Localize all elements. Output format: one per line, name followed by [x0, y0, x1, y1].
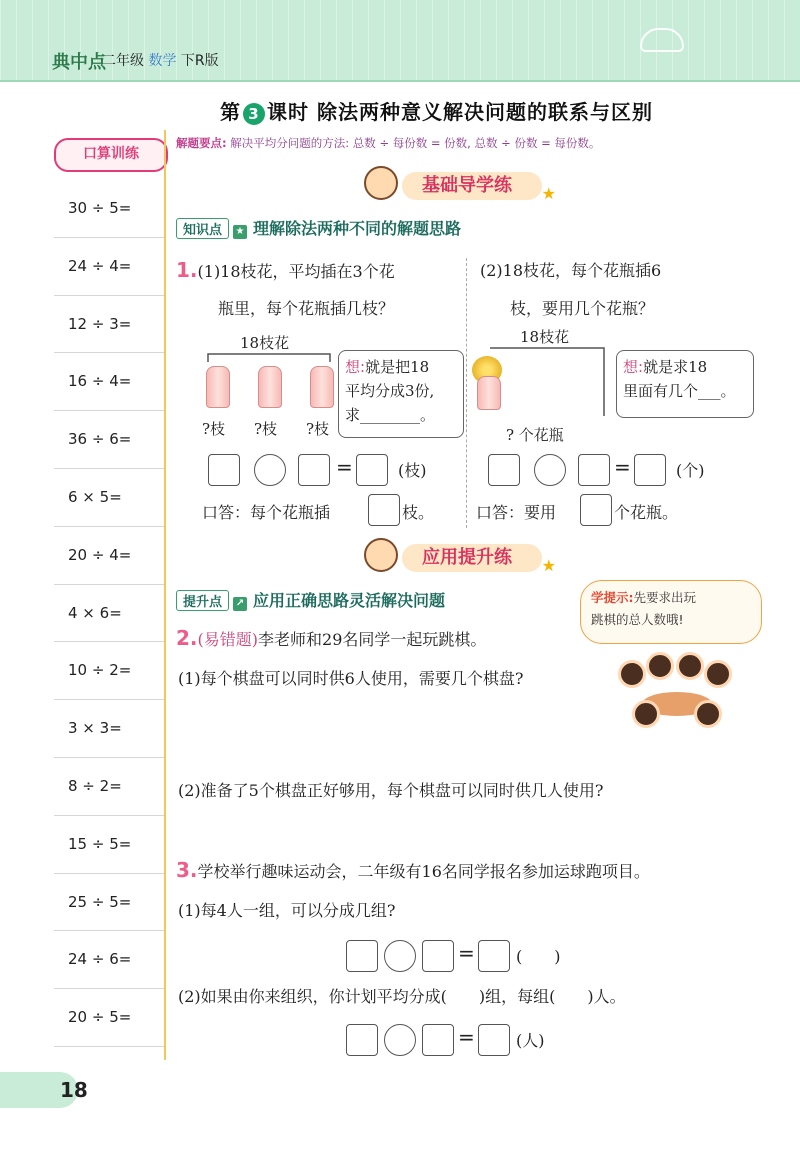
title-prefix: 第: [220, 100, 241, 124]
q2-error-prone-tag: (易错题): [197, 630, 259, 649]
lesson-number-badge: 3: [243, 103, 265, 125]
child-head: [646, 652, 674, 680]
knowledge-text: 理解除法两种不同的解题思路: [253, 219, 462, 238]
child-head: [694, 700, 722, 728]
hint-label: 学提示:: [591, 590, 634, 605]
oral-calc-item: 8 ÷ 2=: [54, 758, 164, 816]
improvement-text: 应用正确思路灵活解决问题: [253, 591, 446, 610]
q3-number: 3.: [176, 858, 198, 882]
solving-keypoint: [176, 135, 600, 151]
column-divider: [466, 258, 467, 528]
unit-label: (个): [676, 461, 705, 480]
oral-calc-item: 20 ÷ 4=: [54, 527, 164, 585]
section-basic: [402, 172, 556, 203]
oral-calc-item: 24 ÷ 4=: [54, 238, 164, 296]
think-line: 平均分成3份,: [345, 382, 435, 400]
think-blank-line: 里面有几个___。: [623, 382, 736, 400]
section-apply-title: 应用提升练: [422, 547, 512, 568]
answer-box[interactable]: [298, 454, 330, 486]
q3-part1: (1)每4人一组，可以分成几组?: [178, 901, 396, 920]
edition-label: 下R版: [180, 53, 219, 69]
q2-number: 2.: [176, 626, 198, 650]
vase-icon: [206, 366, 230, 408]
answer-prefix: 口答：每个花瓶插: [202, 503, 331, 522]
unit-label: (枝): [398, 461, 427, 480]
q1b-think-bubble: [616, 350, 754, 418]
answer-box[interactable]: [208, 454, 240, 486]
answer-box[interactable]: [368, 494, 400, 526]
child-head: [618, 660, 646, 688]
answer-box[interactable]: [578, 454, 610, 486]
answer-box[interactable]: [356, 454, 388, 486]
vase-icon: [310, 366, 334, 408]
oral-calc-item: 6 × 5=: [54, 469, 164, 527]
q3-stem: [176, 858, 650, 882]
oral-calc-item: 24 ÷ 6=: [54, 931, 164, 989]
q1-number: 1.: [176, 258, 198, 282]
answer-box[interactable]: [422, 1024, 454, 1056]
oral-calc-item: 30 ÷ 5=: [54, 180, 164, 238]
cloud-icon: [640, 28, 684, 52]
oral-calc-item: 3 × 3=: [54, 700, 164, 758]
answer-box[interactable]: [478, 940, 510, 972]
q1a-think-bubble: [338, 350, 464, 438]
think-mark: 想:: [623, 358, 644, 376]
oral-calc-label: 口算训练: [54, 138, 168, 172]
q1a-answer: [202, 500, 330, 523]
side-divider: [164, 130, 166, 1060]
star-badge-icon: ★: [233, 225, 247, 239]
think-blank-line: 求________。: [345, 406, 436, 424]
hint-line: 跳棋的总人数哦!: [591, 612, 684, 627]
star-icon: ★: [541, 184, 556, 203]
oral-calc-item: 25 ÷ 5=: [54, 874, 164, 932]
oral-calc-item: 12 ÷ 3=: [54, 296, 164, 354]
oral-calc-item: 10 ÷ 2=: [54, 642, 164, 700]
equals-sign: =: [458, 941, 475, 965]
q1a-vase-label: ?枝: [306, 420, 330, 438]
oral-calc-list: [54, 180, 164, 1047]
answer-box[interactable]: [346, 940, 378, 972]
q1b-brace: [488, 346, 608, 418]
q3-part2: (2)如果由你来组织，你计划平均分成( )组，每组( )人。: [178, 987, 626, 1006]
oral-calc-item: 4 × 6=: [54, 585, 164, 643]
q1a-vase-label: ?枝: [254, 420, 278, 438]
title-text: 课时 除法两种意义解决问题的联系与区别: [267, 100, 653, 124]
children-playing-illustration: [612, 652, 742, 736]
book-grade: [102, 50, 219, 70]
hint-line: 先要求出玩: [633, 590, 697, 605]
knowledge-tag: 知识点: [176, 218, 229, 239]
brand-logo: 典中点: [52, 52, 106, 73]
keypoint-label: 解题要点:: [176, 136, 227, 150]
operator-circle[interactable]: [384, 940, 416, 972]
arrow-badge-icon: ↗: [233, 597, 247, 611]
q1b-answer-suffix: 个花瓶。: [614, 503, 679, 522]
equals-sign: =: [458, 1025, 475, 1049]
q1b-brace-label: 18枝花: [520, 328, 570, 346]
answer-box[interactable]: [634, 454, 666, 486]
q1a-text: (1)18枝花，平均插在3个花: [197, 262, 395, 281]
lesson-title: [220, 96, 653, 125]
unit-label: (人): [516, 1031, 545, 1050]
section-basic-title: 基础导学练: [422, 175, 512, 196]
q1a-answer-suffix: 枝。: [402, 503, 435, 522]
vase-icon: [258, 366, 282, 408]
section-apply: [402, 544, 556, 575]
q2-part1: (1)每个棋盘可以同时供6人使用，需要几个棋盘?: [178, 669, 524, 688]
q1-part1-line1: [176, 258, 395, 282]
subject-label: 数学: [148, 53, 177, 69]
knowledge-point: [176, 216, 461, 239]
oral-calc-item: 15 ÷ 5=: [54, 816, 164, 874]
child-head: [704, 660, 732, 688]
equals-sign: =: [336, 455, 353, 479]
think-line: 就是把18: [365, 358, 430, 376]
q1a-vase-label: ?枝: [202, 420, 226, 438]
q1-part2-line2: 枝，要用几个花瓶？: [510, 299, 655, 318]
grade-label: 二年级: [102, 53, 144, 69]
unit-label: ( ): [516, 947, 561, 966]
answer-box[interactable]: [346, 1024, 378, 1056]
operator-circle[interactable]: [534, 454, 566, 486]
oral-calc-item: 20 ÷ 5=: [54, 989, 164, 1047]
answer-box[interactable]: [580, 494, 612, 526]
equals-sign: =: [614, 455, 631, 479]
q1b-answer: 口答：要用: [476, 503, 557, 522]
hint-bubble: [580, 580, 762, 644]
q1a-brace: [206, 350, 332, 364]
q3-text: 学校举行趣味运动会，二年级有16名同学报名参加运球跑项目。: [197, 862, 650, 881]
q1a-brace-label: 18枝花: [240, 334, 290, 352]
think-line: 就是求18: [643, 358, 708, 376]
answer-box[interactable]: [478, 1024, 510, 1056]
star-icon: ★: [541, 556, 556, 575]
oral-calc-item: 16 ÷ 4=: [54, 353, 164, 411]
child-face-icon: [364, 166, 398, 200]
operator-circle[interactable]: [384, 1024, 416, 1056]
q2-stem: [176, 626, 486, 650]
child-face-icon: [364, 538, 398, 572]
improvement-tag: 提升点: [176, 590, 229, 611]
q1-part2-line1: (2)18枝花，每个花瓶插6: [480, 261, 662, 280]
operator-circle[interactable]: [254, 454, 286, 486]
q2-text: 李老师和29名同学一起玩跳棋。: [258, 630, 487, 649]
q1-part1-line2: 瓶里，每个花瓶插几枝？: [218, 299, 395, 318]
child-head: [632, 700, 660, 728]
keypoint-text: 解决平均分问题的方法: 总数 ÷ 每份数 = 份数, 总数 ÷ 份数 = 每份数。: [230, 136, 601, 150]
improvement-point: [176, 588, 445, 611]
child-head: [676, 652, 704, 680]
answer-box[interactable]: [422, 940, 454, 972]
q1b-vase-label: ? 个花瓶: [506, 426, 564, 444]
answer-box[interactable]: [488, 454, 520, 486]
think-mark: 想:: [345, 358, 366, 376]
oral-calc-item: 36 ÷ 6=: [54, 411, 164, 469]
page-number: 18: [60, 1078, 88, 1102]
q2-part2: (2)准备了5个棋盘正好够用，每个棋盘可以同时供几人使用?: [178, 781, 604, 800]
